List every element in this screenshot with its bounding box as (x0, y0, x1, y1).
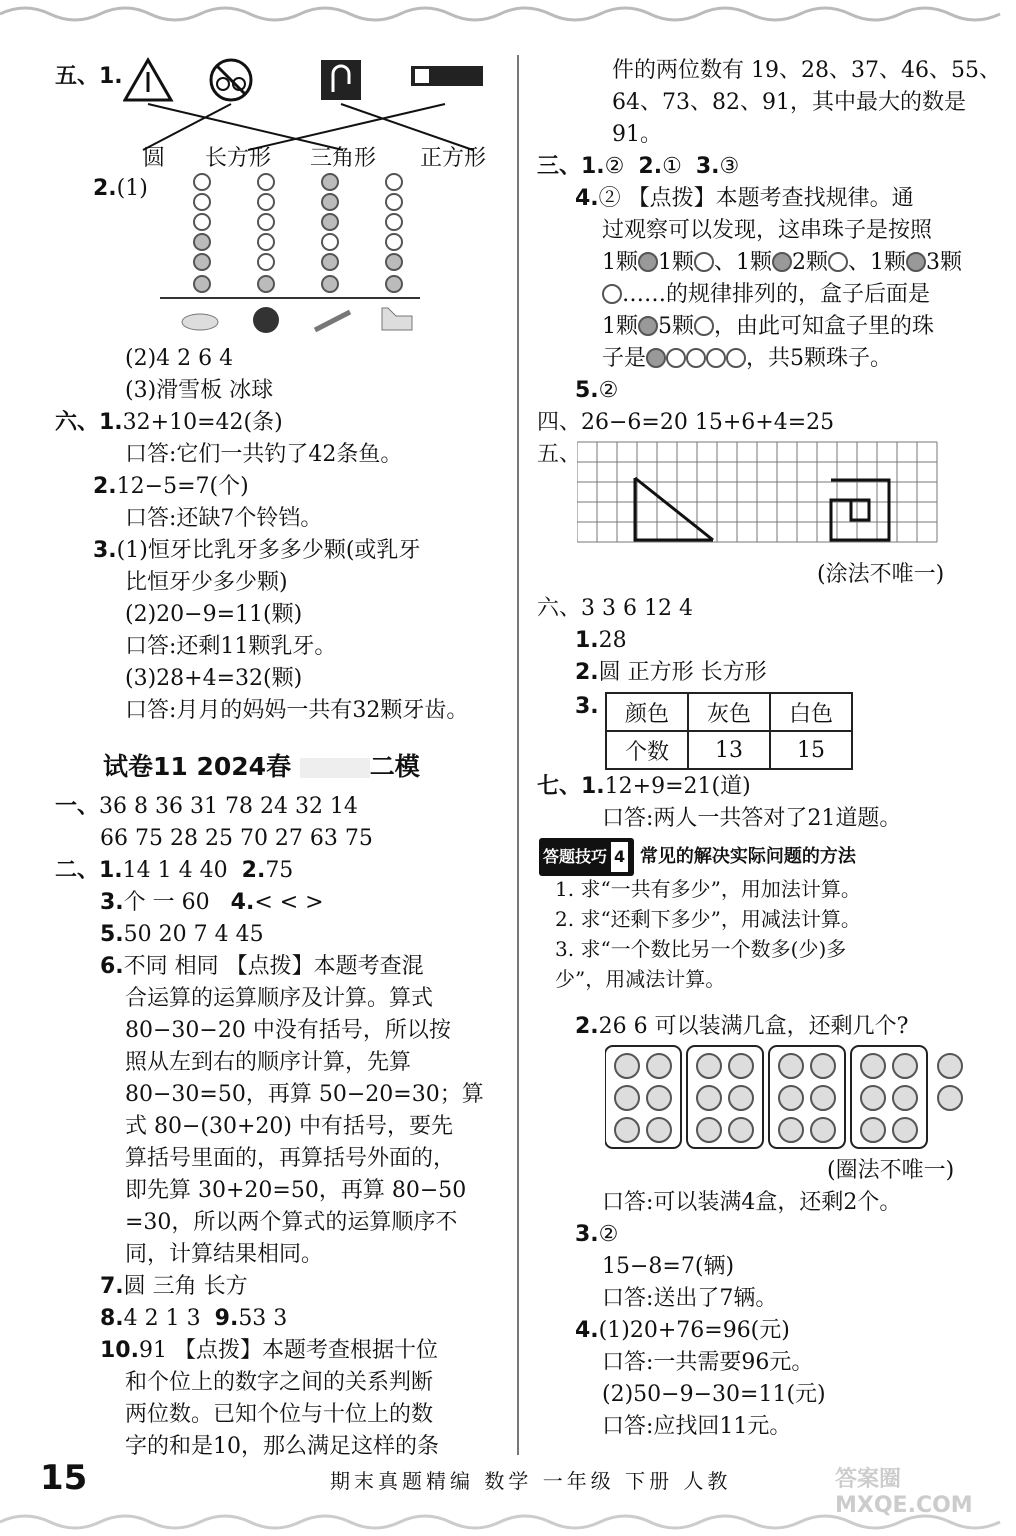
table-cell: 白色 (770, 693, 852, 731)
q2-6-line3: 80−30−20 中没有括号，所以按 (125, 1018, 451, 1043)
white-bead-icon (726, 348, 746, 368)
q2-6-line9: =30，所以两个算式的运算顺序不 (125, 1210, 458, 1235)
q6-3-2-answer: 口答:还剩11颗乳牙。 (125, 634, 337, 659)
ball-icon (779, 1118, 803, 1142)
q2-6-line8: 即先算 30+20=50，再算 80−50 (125, 1178, 467, 1203)
q5-2-3: (3)滑雪板 冰球 (125, 378, 274, 403)
q2-6-line5: 80−30=50，再算 50−20=30；算 (125, 1082, 484, 1107)
color-count-table (605, 692, 853, 770)
q5-2-2: (2)4 2 6 4 (125, 346, 234, 371)
white-bead-icon (602, 284, 622, 304)
ball-icon (893, 1054, 917, 1078)
q6-3-3: (3)28+4=32(颗) (125, 666, 303, 691)
tip-item-1: 1. 求“一共有多少”，用加法计算。 (555, 877, 861, 901)
q2-5: 5.50 20 7 4 45 (100, 922, 264, 947)
q3-5: 5.② (575, 378, 619, 403)
ball-icon (779, 1054, 803, 1078)
ball-icon (861, 1054, 885, 1078)
q7-2-note: (圈法不唯一) (827, 1158, 955, 1183)
grey-bead-icon (772, 252, 792, 272)
tip-item-3b: 少”，用减法计算。 (555, 967, 726, 991)
ball-icon (938, 1086, 962, 1110)
ball-icon (615, 1118, 639, 1142)
q7-4-answer2: 口答:应找回11元。 (602, 1414, 792, 1439)
ball-icon (938, 1054, 962, 1078)
grey-bead-icon (638, 252, 658, 272)
q2-6: 6.不同 相同 【点拨】本题考查混 (100, 954, 424, 979)
q2-8-9: 8.4 2 1 3 9.53 3 (100, 1306, 288, 1331)
q2-6-line2: 合运算的运算顺序及计算。算式 (125, 986, 434, 1011)
footer-text: 期末真题精编 数学 一年级 下册 人教 (330, 1469, 732, 1493)
section5-label: 五、1. (55, 64, 123, 89)
q7-1: 七、1.12+9=21(道) (537, 774, 751, 799)
r-cont-line2: 64、73、82、91，其中最大的数是 (612, 90, 966, 115)
rect-road-sign-icon (411, 66, 483, 86)
ball-icon (615, 1054, 639, 1078)
q7-2: 2.26 6 可以装满几盒，还剩几个? (575, 1014, 909, 1039)
q2-10: 10.91 【点拨】本题考查根据十位 (100, 1338, 438, 1363)
q7-4-answer1: 口答:一共需要96元。 (602, 1350, 814, 1375)
ball-icon (647, 1086, 671, 1110)
q6-2-answer: 口答:还缺7个铃铛。 (125, 506, 323, 531)
q6-2: 2.圆 正方形 长方形 (575, 660, 767, 685)
shape-label-triangle: 三角形 (310, 146, 377, 171)
ball-icon (615, 1086, 639, 1110)
q3-1-3: 三、1.② 2.① 3.③ (537, 154, 740, 179)
no-bicycle-sign-icon (211, 60, 251, 100)
q7-2-answer: 口答:可以装满4盒，还剩2个。 (602, 1190, 902, 1215)
q6-1: 1.28 (575, 628, 627, 653)
ball-icon (861, 1118, 885, 1142)
q2-6-line7: 算括号里面的，再算括号外面的， (125, 1146, 456, 1171)
r-cont-line3: 91。 (612, 122, 662, 147)
q2-3-4: 3.个 一 60 4.< < > (100, 890, 324, 915)
ball-icon (647, 1054, 671, 1078)
column-divider (517, 55, 519, 1455)
q6-3-3-answer: 口答:月月的妈妈一共有32颗牙齿。 (125, 698, 469, 723)
q5-2-label: 2.(1) (93, 176, 148, 201)
shape-label-square: 正方形 (420, 146, 487, 171)
ball-icon (811, 1118, 835, 1142)
q6-3-2: (2)20−9=11(颗) (125, 602, 303, 627)
q7-4-eq2: (2)50−9−30=11(元) (602, 1382, 826, 1407)
s1-row2: 66 75 28 25 70 27 63 75 (100, 826, 373, 851)
q5-note: (涂法不唯一) (817, 562, 945, 587)
q2-6-line6: 式 80−(30+20) 中有括号，要先 (125, 1114, 454, 1139)
ball-icon (779, 1086, 803, 1110)
q3-4-line2: 过观察可以发现，这串珠子是按照 (602, 218, 933, 243)
white-bead-icon (828, 252, 848, 272)
q7-1-answer: 口答:两人一共答对了21道题。 (602, 806, 902, 831)
q2-10-line2: 和个位上的数字之间的关系判断 (125, 1370, 434, 1395)
grey-bead-icon (638, 316, 658, 336)
table-cell: 颜色 (606, 693, 688, 731)
q6-row: 六、3 3 6 12 4 (537, 596, 693, 621)
sport-items-icon (182, 307, 412, 333)
white-bead-icon (686, 348, 706, 368)
bottom-wave-border (0, 1508, 1016, 1536)
ball-icon (811, 1054, 835, 1078)
q5-label: 五、 (537, 442, 582, 467)
table-row (606, 731, 852, 769)
table-cell: 15 (770, 731, 852, 769)
r-cont-line1: 件的两位数有 19、28、37、46、55、 (612, 58, 1001, 83)
q7-3-answer: 口答:送出了7辆。 (602, 1286, 778, 1311)
table-row (606, 693, 852, 731)
ball-icon (811, 1086, 835, 1110)
q7-3: 3.② (575, 1222, 619, 1247)
redacted-region (300, 758, 370, 778)
grid-drawing-figure (577, 440, 952, 560)
q6-2: 2.12−5=7(个) (93, 474, 249, 499)
q7-3-eq: 15−8=7(辆) (602, 1254, 735, 1279)
tip-badge: 答题技巧 4 (539, 838, 634, 876)
q6-1-answer: 口答:它们一共钓了42条鱼。 (125, 442, 403, 467)
q3-4-line5: 1颗 5颗 ，由此可知盒子里的珠 (602, 314, 935, 339)
table-cell: 灰色 (688, 693, 770, 731)
bead-columns-figure (160, 172, 420, 342)
white-bead-icon (706, 348, 726, 368)
q2-6-line10: 同，计算结果相同。 (125, 1242, 324, 1267)
tip-item-2: 2. 求“还剩下多少”，用减法计算。 (555, 907, 861, 931)
q2-10-line4: 字的和是10，那么满足这样的条 (125, 1434, 439, 1459)
white-bead-icon (694, 316, 714, 336)
q7-4: 4.(1)20+76=96(元) (575, 1318, 790, 1343)
shape-label-circle: 圆 (143, 146, 166, 171)
warning-triangle-sign-icon (125, 60, 171, 100)
q3-4-line3: 1颗 1颗 、1颗 2颗 、1颗 3颗 (602, 250, 962, 275)
table-cell: 个数 (606, 731, 688, 769)
ball-icon (697, 1054, 721, 1078)
ball-boxes-figure (605, 1044, 965, 1152)
ball-icon (893, 1118, 917, 1142)
ball-icon (729, 1118, 753, 1142)
page-number: 15 (40, 1458, 88, 1498)
ball-icon (861, 1086, 885, 1110)
q3-4-line4: ……的规律排列的，盒子后面是 (602, 280, 930, 310)
white-bead-icon (666, 348, 686, 368)
s1-row1: 一、36 8 36 31 78 24 32 14 (55, 794, 358, 819)
top-wave-border (0, 0, 1016, 28)
grey-bead-icon (906, 252, 926, 272)
table-cell: 13 (688, 731, 770, 769)
q4: 四、26−6=20 15+6+4=25 (537, 410, 835, 435)
ball-icon (697, 1086, 721, 1110)
q2-6-line4: 照从左到右的顺序计算，先算 (125, 1050, 412, 1075)
ball-icon (893, 1086, 917, 1110)
grey-bead-icon (646, 348, 666, 368)
q2-1-2: 二、1.14 1 4 40 2.75 (55, 858, 294, 883)
tip-item-3: 3. 求“一个数比另一个数多(少)多 (555, 937, 847, 961)
ball-icon (729, 1054, 753, 1078)
q3-4-line6: 子是 ，共5颗珠子。 (602, 346, 893, 371)
watermark: 答案圈 MXQE.COM (835, 1467, 973, 1518)
q6-1: 六、1.32+10=42(条) (55, 410, 283, 435)
q6-3: 3. (575, 694, 599, 719)
tip-heading: 答题技巧 4 常见的解决实际问题的方法 (539, 838, 856, 876)
q3-4: 4.② 【点拨】本题考查找规律。通 (575, 186, 914, 211)
ball-icon (729, 1086, 753, 1110)
q2-7: 7.圆 三角 长方 (100, 1274, 248, 1299)
q2-10-line3: 两位数。已知个位与十位上的数 (125, 1402, 434, 1427)
exam-title: 试卷11 2024春 二模 (103, 752, 420, 781)
shape-label-rectangle: 长方形 (205, 146, 272, 171)
white-bead-icon (694, 252, 714, 272)
u-turn-sign-icon (321, 60, 361, 100)
ball-icon (697, 1118, 721, 1142)
q6-3-cont: 比恒牙少多少颗) (125, 570, 288, 595)
q6-3: 3.(1)恒牙比乳牙多多少颗(或乳牙 (93, 538, 421, 563)
ball-icon (647, 1118, 671, 1142)
